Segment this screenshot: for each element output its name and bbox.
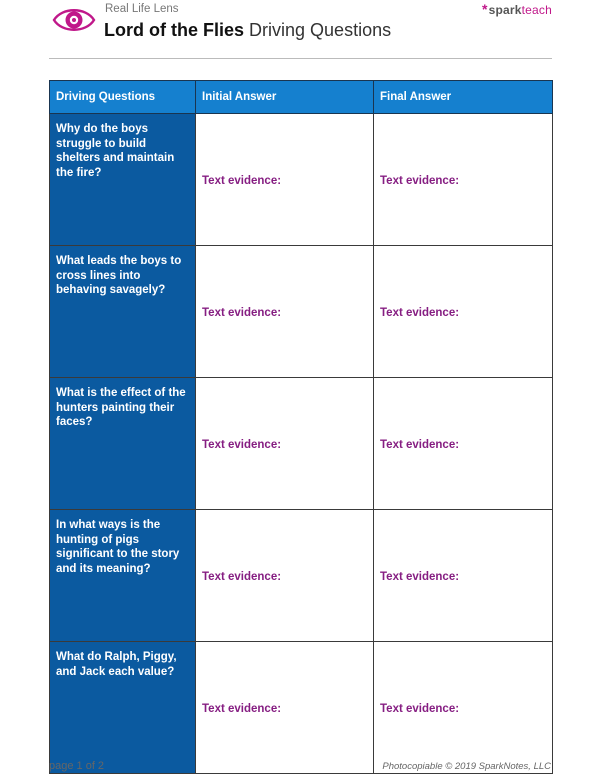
question-cell: What leads the boys to cross lines into behaving savagely?: [50, 246, 196, 378]
text-evidence-label: Text evidence:: [202, 174, 282, 187]
column-header-questions: Driving Questions: [50, 81, 196, 114]
initial-answer-cell[interactable]: [196, 510, 374, 642]
final-answer-cell[interactable]: [374, 378, 553, 510]
brand-teach: teach: [521, 3, 552, 17]
brand-star: *: [481, 1, 488, 17]
text-evidence-label: Text evidence:: [380, 306, 460, 319]
initial-answer-cell[interactable]: [196, 246, 374, 378]
brand-logo: [482, 1, 552, 17]
question-cell: In what ways is the hunting of pigs significant to the story and its meaning?: [50, 510, 196, 642]
question-cell: What do Ralph, Piggy, and Jack each value?: [50, 642, 196, 774]
title-subtitle: Driving Questions: [249, 20, 392, 40]
final-answer-cell[interactable]: [374, 510, 553, 642]
text-evidence-label: Text evidence:: [380, 570, 460, 583]
driving-questions-table: [49, 80, 553, 774]
table-row: [50, 246, 553, 378]
text-evidence-label: Text evidence:: [202, 570, 282, 583]
page-number: page 1 of 2: [49, 760, 105, 772]
column-header-initial: Initial Answer: [196, 81, 374, 114]
text-evidence-label: Text evidence:: [380, 702, 460, 715]
brand-spark: spark: [488, 3, 522, 17]
text-evidence-label: Text evidence:: [202, 306, 282, 319]
column-header-final: Final Answer: [374, 81, 553, 114]
initial-answer-cell[interactable]: [196, 378, 374, 510]
final-answer-cell[interactable]: [374, 114, 553, 246]
series-label: Real Life Lens: [105, 3, 179, 15]
text-evidence-label: Text evidence:: [202, 438, 282, 451]
question-cell: Why do the boys struggle to build shelters and maintain the fire?: [50, 114, 196, 246]
question-cell: What is the effect of the hunters painting their faces?: [50, 378, 196, 510]
table-header-row: [50, 81, 553, 114]
page-title: [104, 20, 391, 41]
table-row: [50, 114, 553, 246]
copyright-notice: Photocopiable © 2019 SparkNotes, LLC: [382, 761, 551, 772]
header-divider: [49, 58, 552, 59]
initial-answer-cell[interactable]: [196, 642, 374, 774]
final-answer-cell[interactable]: [374, 642, 553, 774]
final-answer-cell[interactable]: [374, 246, 553, 378]
text-evidence-label: Text evidence:: [380, 174, 460, 187]
table-row: [50, 510, 553, 642]
text-evidence-label: Text evidence:: [202, 702, 282, 715]
page-header: [52, 0, 554, 50]
table-row: [50, 378, 553, 510]
table-row: [50, 642, 553, 774]
text-evidence-label: Text evidence:: [380, 438, 460, 451]
initial-answer-cell[interactable]: [196, 114, 374, 246]
eye-icon: [52, 3, 96, 37]
title-book: Lord of the Flies: [104, 20, 245, 40]
